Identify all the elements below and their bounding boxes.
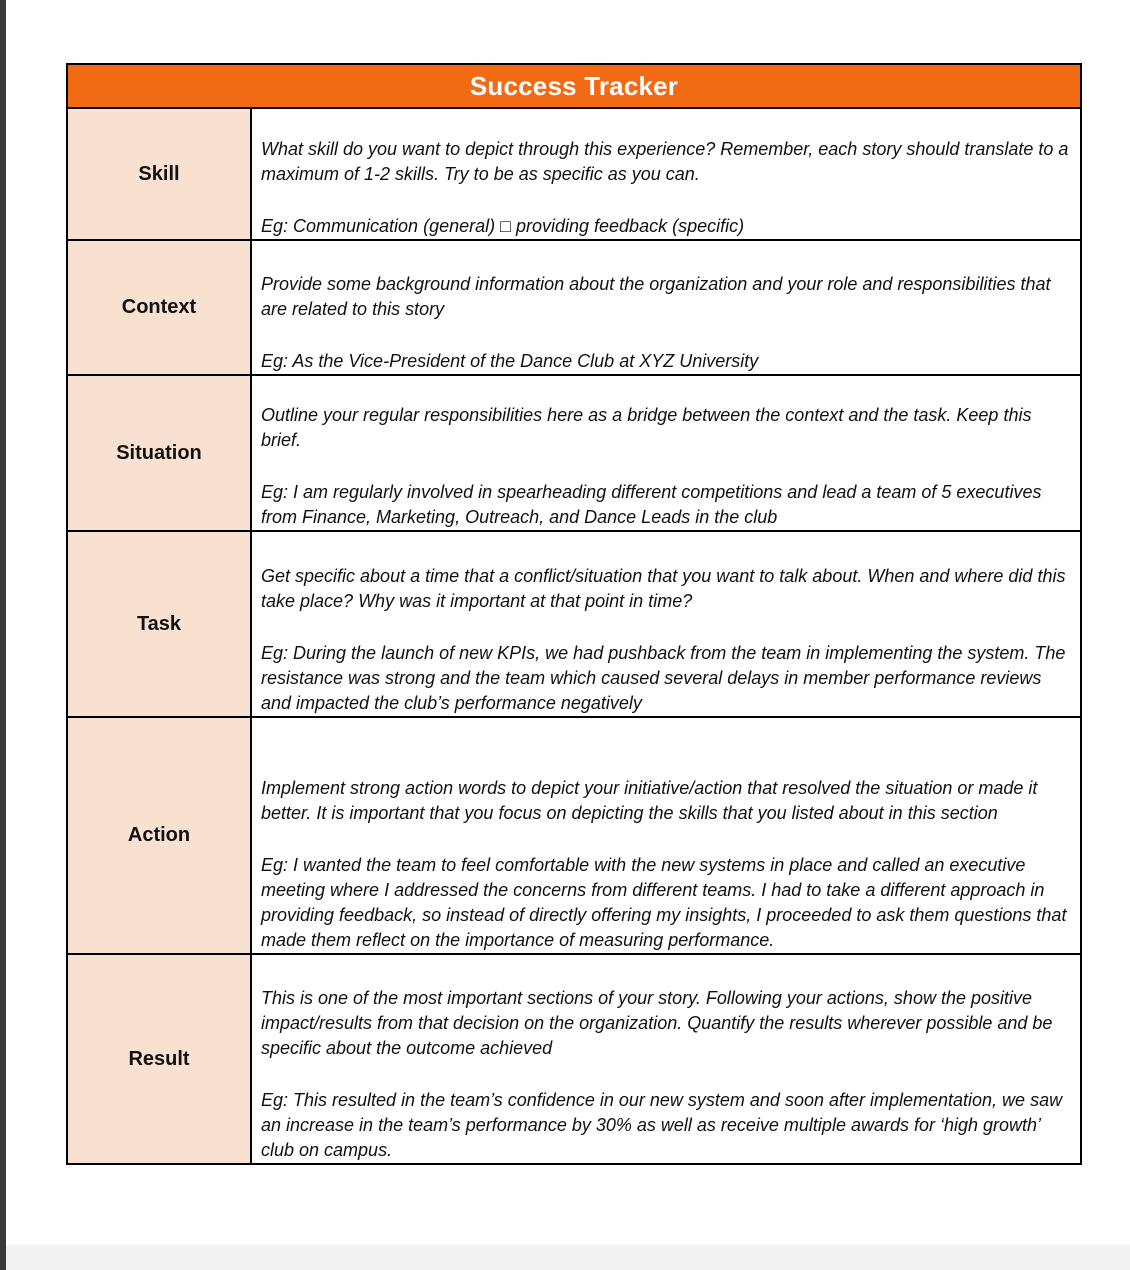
row-prompt: This is one of the most important sections of your story. Following your actions, show the positive impact/results from that decision on the organization. Quantify the results wherever possible and be specific about the outcome achieved	[261, 988, 1053, 1058]
row-content	[252, 532, 1080, 716]
row-prompt: Outline your regular responsibilities here as a bridge between the context and the task. Keep this brief.	[261, 405, 1032, 450]
row-content	[252, 955, 1080, 1163]
row-label: Skill	[68, 109, 252, 239]
table-title: Success Tracker	[68, 65, 1080, 109]
row-content	[252, 241, 1080, 374]
row-label: Situation	[68, 376, 252, 530]
row-prompt: Implement strong action words to depict your initiative/action that resolved the situation or made it better. It is important that you focus on depicting the skills that you listed about in this section	[261, 778, 1038, 823]
row-prompt: Get specific about a time that a conflict/situation that you want to talk about. When and where did this take place? Why was it important at that point in time?	[261, 566, 1066, 611]
row-example: Eg: This resulted in the team’s confidence in our new system and soon after implementation, we saw an increase in the team’s performance by 30% as well as receive multiple awards for ‘high growth’ club on campus.	[261, 1090, 1063, 1160]
row-label: Task	[68, 532, 252, 716]
table-row-task	[68, 532, 1080, 718]
row-content	[252, 718, 1080, 953]
row-example: Eg: I wanted the team to feel comfortable with the new systems in place and called an executive meeting where I addressed the concerns from different teams. I had to take a different approach in providing feedback, so instead of directly offering my insights, I proceeded to ask them questions that made them reflect on the importance of measuring performance.	[261, 855, 1067, 950]
document-page	[6, 0, 1130, 1245]
row-prompt: What skill do you want to depict through this experience? Remember, each story should translate to a maximum of 1-2 skills. Try to be as specific as you can.	[261, 139, 1069, 184]
row-content	[252, 376, 1080, 530]
row-example: Eg: I am regularly involved in spearheading different competitions and lead a team of 5 executives from Finance, Marketing, Outreach, and Dance Leads in the club	[261, 482, 1042, 527]
table-row-skill	[68, 109, 1080, 241]
success-tracker-table	[66, 63, 1082, 1165]
table-row-situation	[68, 376, 1080, 532]
row-example: Eg: During the launch of new KPIs, we had pushback from the team in implementing the system. The resistance was strong and the team which caused several delays in member performance reviews and impacted the club’s performance negatively	[261, 643, 1066, 713]
row-label: Result	[68, 955, 252, 1163]
table-row-action	[68, 718, 1080, 955]
row-label: Action	[68, 718, 252, 953]
row-example: Eg: Communication (general) □ providing feedback (specific)	[261, 216, 745, 236]
table-row-context	[68, 241, 1080, 376]
table-row-result	[68, 955, 1080, 1163]
row-content	[252, 109, 1080, 239]
row-prompt: Provide some background information about the organization and your role and responsibilities that are related to this story	[261, 274, 1051, 319]
row-example: Eg: As the Vice-President of the Dance Club at XYZ University	[261, 351, 759, 371]
row-label: Context	[68, 241, 252, 374]
